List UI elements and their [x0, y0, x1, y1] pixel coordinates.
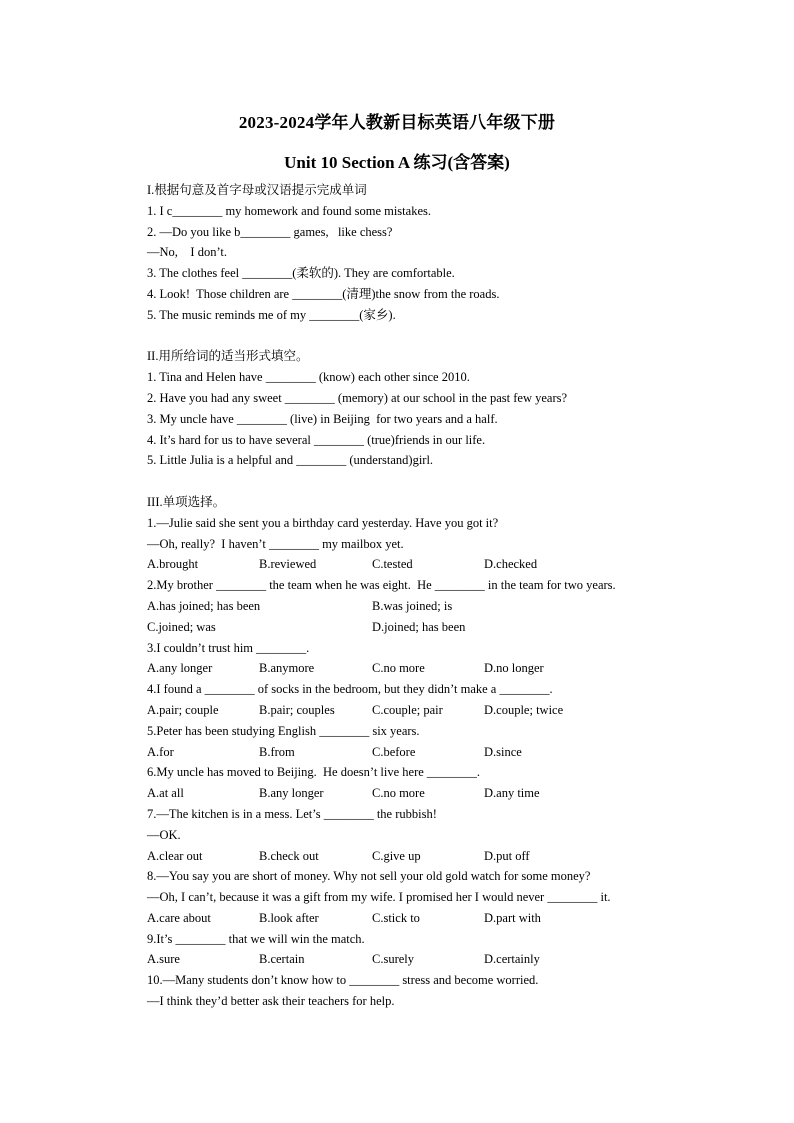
option-b: B.any longer [259, 786, 324, 801]
option-d: D.part with [484, 910, 541, 925]
option-a: A.for [147, 744, 174, 759]
question-stem: 4.I found a ________ of socks in the bedroom, but they didn’t make a ________. [147, 682, 553, 697]
question-line: 2. Have you had any sweet ________ (memory) at our school in the past few years? [147, 390, 568, 405]
question-stem: 1.—Julie said she sent you a birthday card yesterday. Have you got it? [147, 515, 499, 530]
options-row [147, 949, 707, 970]
section-gap [147, 471, 707, 492]
option-c: C.no more [372, 786, 425, 801]
question-line: 3. The clothes feel ________(柔软的). They are comfortable. [147, 266, 455, 281]
options-row [147, 700, 707, 721]
question-line: 4. Look! Those children are ________(清理)the snow from the roads. [147, 286, 500, 301]
options-row [147, 742, 707, 763]
question-stem: 9.It’s ________ that we will win the match. [147, 931, 365, 946]
question-stem: 10.—Many students don’t know how to ________ stress and become worried. [147, 973, 539, 988]
option-c: C.tested [372, 557, 413, 572]
option-b: B.from [259, 744, 295, 759]
option-c: C.surely [372, 952, 415, 967]
option-a: A.sure [147, 952, 180, 967]
option-a: A.has joined; has been [147, 598, 261, 613]
option-b: B.reviewed [259, 557, 317, 572]
option-d: D.checked [484, 557, 538, 572]
document-title: 2023-2024学年人教新目标英语八年级下册 [238, 113, 556, 132]
option-b: B.anymore [259, 661, 315, 676]
question-stem: 6.My uncle has moved to Beijing. He doesn’t live here ________. [147, 765, 481, 780]
option-c: C.give up [372, 848, 421, 863]
question-stem: 5.Peter has been studying English ________ six years. [147, 723, 420, 738]
question-line: —No, I don’t. [147, 245, 227, 260]
options-row [147, 554, 707, 575]
option-a: A.at all [147, 786, 184, 801]
option-b: B.certain [259, 952, 305, 967]
option-b: B.was joined; is [372, 598, 453, 613]
question-line: 1. Tina and Helen have ________ (know) each other since 2010. [147, 370, 470, 385]
options-row [147, 783, 707, 804]
option-c: C.stick to [372, 910, 420, 925]
option-b: B.check out [259, 848, 319, 863]
question-line: 2. —Do you like b________ games, like chess? [147, 224, 393, 239]
option-a: A.any longer [147, 661, 213, 676]
question-line: 1. I c________ my homework and found some mistakes. [147, 203, 431, 218]
options-row [147, 596, 707, 617]
document-subtitle: Unit 10 Section A 练习(含答案) [284, 153, 510, 172]
question-stem: —OK. [147, 827, 181, 842]
question-line: 5. Little Julia is a helpful and ________ (understand)girl. [147, 453, 434, 468]
question-stem: 2.My brother ________ the team when he was eight. He ________ in the team for two years. [147, 578, 616, 593]
option-b: B.pair; couples [259, 702, 335, 717]
question-line: 4. It’s hard for us to have several ________ (true)friends in our life. [147, 432, 486, 447]
option-c: C.couple; pair [372, 702, 443, 717]
option-d: D.since [484, 744, 522, 759]
option-a: A.care about [147, 910, 211, 925]
option-d: D.joined; has been [372, 619, 466, 634]
section-gap [147, 326, 707, 347]
question-stem: —Oh, really? I haven’t ________ my mailbox yet. [147, 536, 404, 551]
options-row [147, 846, 707, 867]
section-3-heading: III.单项选择。 [147, 494, 226, 509]
option-c: C.no more [372, 661, 425, 676]
option-a: A.pair; couple [147, 702, 219, 717]
option-d: D.put off [484, 848, 530, 863]
option-c: C.before [372, 744, 416, 759]
option-a: A.clear out [147, 848, 203, 863]
options-row [147, 658, 707, 679]
option-d: D.any time [484, 786, 540, 801]
question-stem: 7.—The kitchen is in a mess. Let’s ________ the rubbish! [147, 806, 437, 821]
document-body [147, 180, 707, 1012]
question-line: 3. My uncle have ________ (live) in Beijing for two years and a half. [147, 411, 498, 426]
section-1-heading: I.根据句意及首字母或汉语提示完成单词 [147, 183, 367, 197]
section-2-heading: II.用所给词的适当形式填空。 [147, 349, 309, 364]
question-stem: —Oh, I can’t, because it was a gift from my wife. I promised her I would never ________ it. [147, 890, 611, 905]
option-b: B.look after [259, 910, 319, 925]
option-d: D.no longer [484, 661, 544, 676]
option-a: A.brought [147, 557, 199, 572]
options-row [147, 908, 707, 929]
question-stem: 8.—You say you are short of money. Why not sell your old gold watch for some money? [147, 869, 591, 884]
question-line: 5. The music reminds me of my ________(家乡). [147, 307, 396, 322]
question-stem: —I think they’d better ask their teachers for help. [147, 994, 395, 1009]
option-c: C.joined; was [147, 619, 216, 634]
option-d: D.certainly [484, 952, 540, 967]
question-stem: 3.I couldn’t trust him ________. [147, 640, 310, 655]
option-d: D.couple; twice [484, 702, 564, 717]
options-row [147, 617, 707, 638]
